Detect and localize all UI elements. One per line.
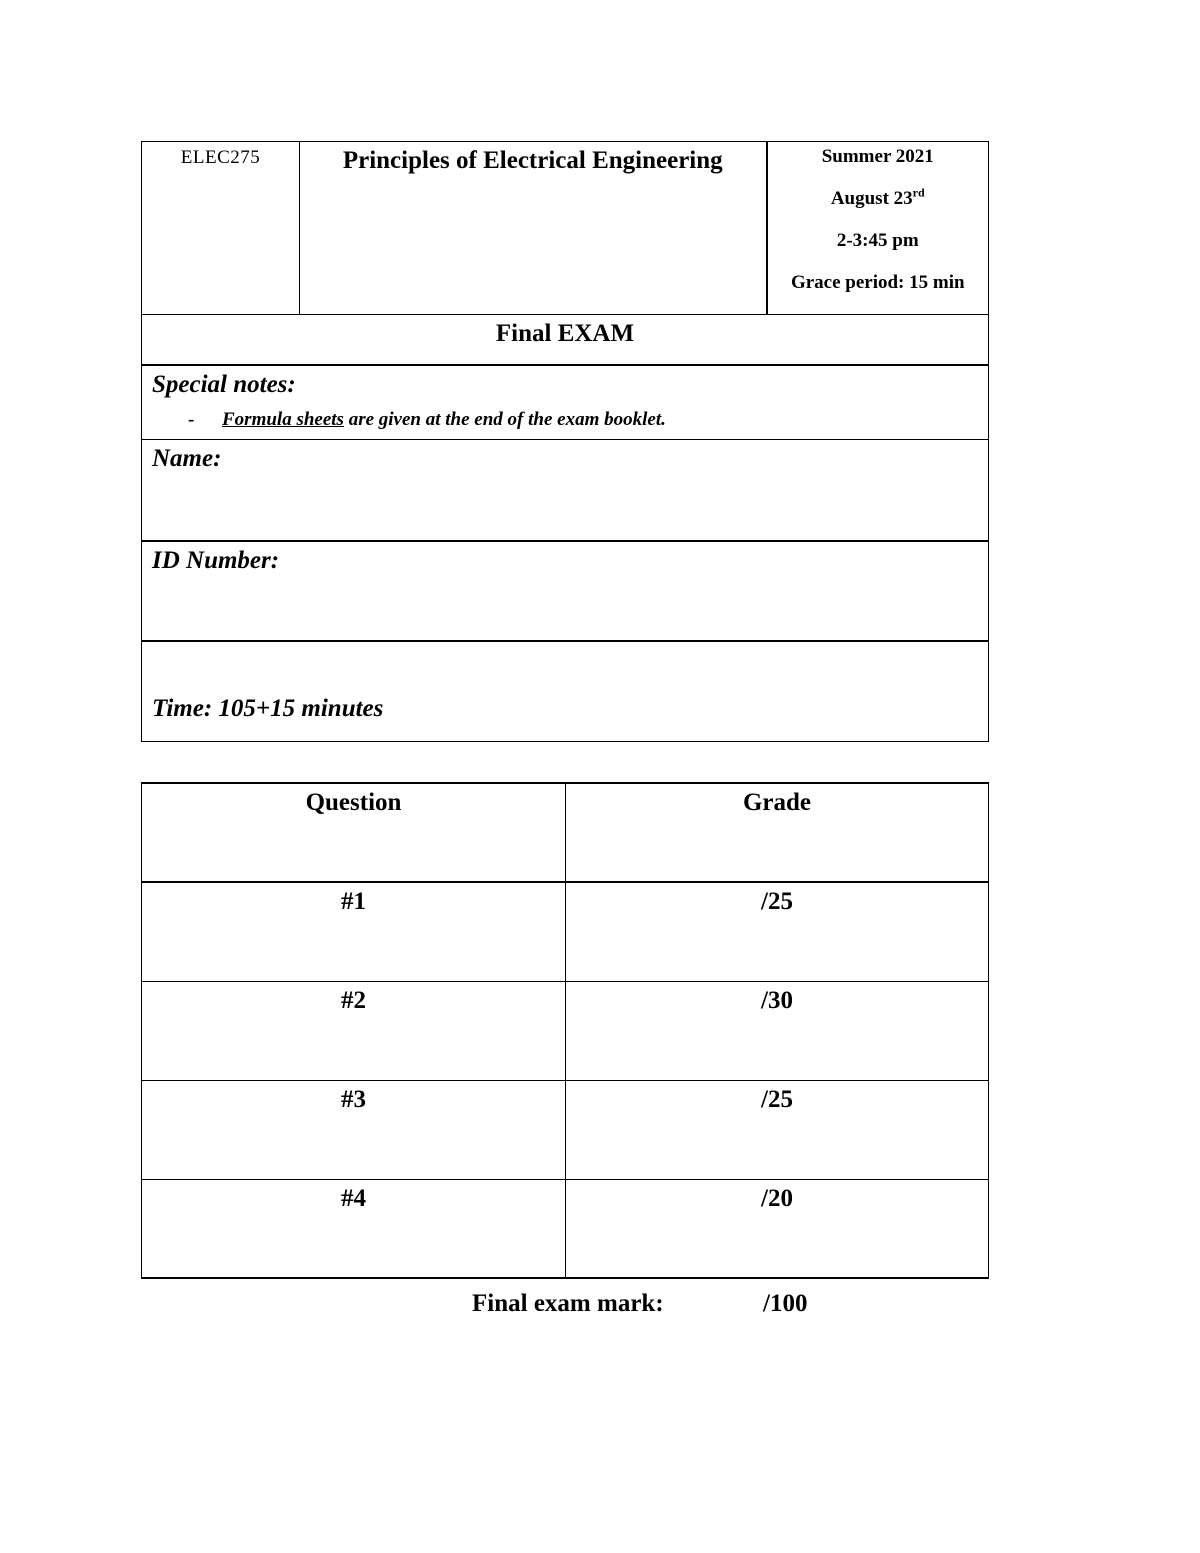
time-label: Time: 105+15 minutes — [152, 695, 384, 722]
time-cell — [142, 641, 989, 742]
course-code: ELEC275 — [142, 142, 300, 315]
grade-table-header — [142, 783, 989, 882]
final-mark-total[interactable]: /100 — [763, 1290, 808, 1317]
question-number: #3 — [142, 1080, 566, 1179]
special-notes-list — [152, 409, 988, 431]
name-row — [142, 440, 989, 541]
question-number: #1 — [142, 882, 566, 981]
exam-header-table — [141, 141, 989, 742]
note-text: are given at the end of the exam booklet. — [343, 408, 666, 430]
name-label: Name: — [152, 445, 222, 472]
id-number-label: ID Number: — [152, 546, 280, 574]
grade-cell[interactable]: /25 — [566, 1080, 989, 1179]
exam-date-suffix: rd — [912, 185, 925, 200]
exam-date — [768, 185, 989, 230]
table-row — [142, 1080, 989, 1179]
name-field[interactable] — [142, 440, 989, 541]
grace-period: Grace period: 15 min — [790, 272, 965, 293]
exam-title: Final EXAM — [142, 315, 989, 365]
note-underlined-text: Formula sheets — [222, 408, 344, 430]
final-exam-mark — [472, 1290, 808, 1318]
grade-cell[interactable]: /20 — [566, 1179, 989, 1278]
column-header-question: Question — [142, 783, 566, 882]
final-mark-label: Final exam mark: — [472, 1290, 664, 1317]
exam-date-main: August 23 — [830, 188, 913, 209]
bullet-dash: - — [188, 408, 195, 430]
special-note-item — [152, 409, 988, 431]
exam-time-slot: 2-3:45 pm — [836, 230, 919, 251]
column-header-grade: Grade — [566, 783, 989, 882]
exam-title-row — [142, 315, 989, 365]
time-row — [142, 641, 989, 742]
course-info-row — [142, 142, 989, 315]
grade-cell[interactable]: /25 — [566, 882, 989, 981]
table-row — [142, 882, 989, 981]
question-number: #2 — [142, 981, 566, 1080]
exam-schedule-cell — [767, 142, 989, 315]
question-number: #4 — [142, 1179, 566, 1278]
special-notes-row — [142, 365, 989, 440]
special-notes-cell — [142, 365, 989, 440]
id-number-row — [142, 541, 989, 641]
special-notes-label: Special notes: — [152, 370, 296, 398]
course-title: Principles of Electrical Engineering — [300, 142, 767, 315]
grade-table — [141, 782, 989, 1279]
exam-term: Summer 2021 — [821, 146, 934, 167]
grade-cell[interactable]: /30 — [566, 981, 989, 1080]
table-row — [142, 981, 989, 1080]
table-row — [142, 1179, 989, 1278]
id-number-field[interactable] — [142, 541, 989, 641]
